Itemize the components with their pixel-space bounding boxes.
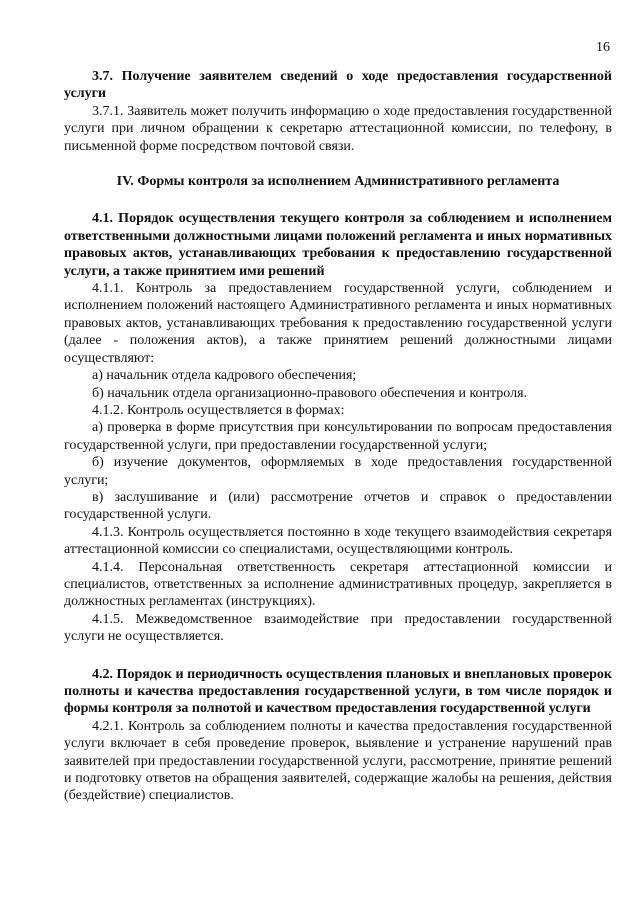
paragraph-4-1-5: 4.1.5. Межведомственное взаимодействие при предоставлении государственной услуги не осуществляется. bbox=[64, 611, 612, 645]
paragraph-4-1-3: 4.1.3. Контроль осуществляется постоянно в ходе текущего взаимодействия секретаря аттестационной комиссии со специалистами, осуществляющими контроль. bbox=[64, 524, 612, 558]
chapter-4-title: IV. Формы контроля за исполнением Административного регламента bbox=[116, 174, 560, 190]
paragraph-4-2-1: 4.2.1. Контроль за соблюдением полноты и качества предоставления государственной услуги включает в себя проведение проверок, выявление и устранение нарушений прав заявителей при предоставлении государственной услуги, рассмотрение, принятие решений и подготовку ответов на обращения заявителей, содержащие жалобы на решения, действия (бездействие) специалистов. bbox=[64, 718, 612, 804]
page-number: 16 bbox=[596, 40, 610, 55]
section-3-7-heading: 3.7. Получение заявителем сведений о ходе предоставления государственной услуги bbox=[64, 69, 612, 102]
control-form-b: б) изучение документов, оформляемых в ходе предоставления государственной услуги; bbox=[64, 455, 612, 488]
paragraph-4-1-2: 4.1.2. Контроль осуществляется в формах: bbox=[92, 402, 345, 418]
control-form-a: а) проверка в форме присутствия при консультировании по вопросам предоставления государственной услуги, при предоставлении государственной услуги; bbox=[64, 420, 612, 453]
paragraph-4-1-1: 4.1.1. Контроль за предоставлением государственной услуги, соблюдением и исполнением положений настоящего Административного регламента и иных нормативных правовых актов, устанавливающих требования к предоставлению государственной услуги (далее - положения актов), а также принятием решений должностными лицами осуществляют: bbox=[64, 281, 612, 366]
paragraph-3-7-1: 3.7.1. Заявитель может получить информацию о ходе предоставления государственной услуги при личном обращении к секретарю аттестационной комиссии, по телефону, в письменной форме посредством почтовой связи. bbox=[64, 103, 612, 154]
list-item-b: б) начальник отдела организационно-правового обеспечения и контроля. bbox=[92, 385, 528, 401]
section-4-2-heading: 4.2. Порядок и периодичность осуществления плановых и внеплановых проверок полноты и качества предоставления государственной услуги, в том числе порядок и формы контроля за полнотой и качеством предоставления государственной услуги bbox=[64, 666, 612, 717]
control-form-c: в) заслушивание и (или) рассмотрение отчетов и справок о предоставлении государственной услуги. bbox=[64, 489, 612, 523]
paragraph-4-1-4: 4.1.4. Персональная ответственность секретаря аттестационной комиссии и специалистов, ответственных за исполнение административных процедур, закрепляется в должностных регламентах (инструкциях). bbox=[64, 559, 612, 610]
section-4-1-heading: 4.1. Порядок осуществления текущего контроля за соблюдением и исполнением ответственными должностными лицами положений регламента и иных нормативных правовых актов, устанавливающих требования к предоставлению государственной услуги, а также принятием ими решений bbox=[64, 211, 612, 279]
list-item-a: а) начальник отдела кадрового обеспечения; bbox=[92, 368, 357, 384]
document-body bbox=[64, 68, 612, 805]
